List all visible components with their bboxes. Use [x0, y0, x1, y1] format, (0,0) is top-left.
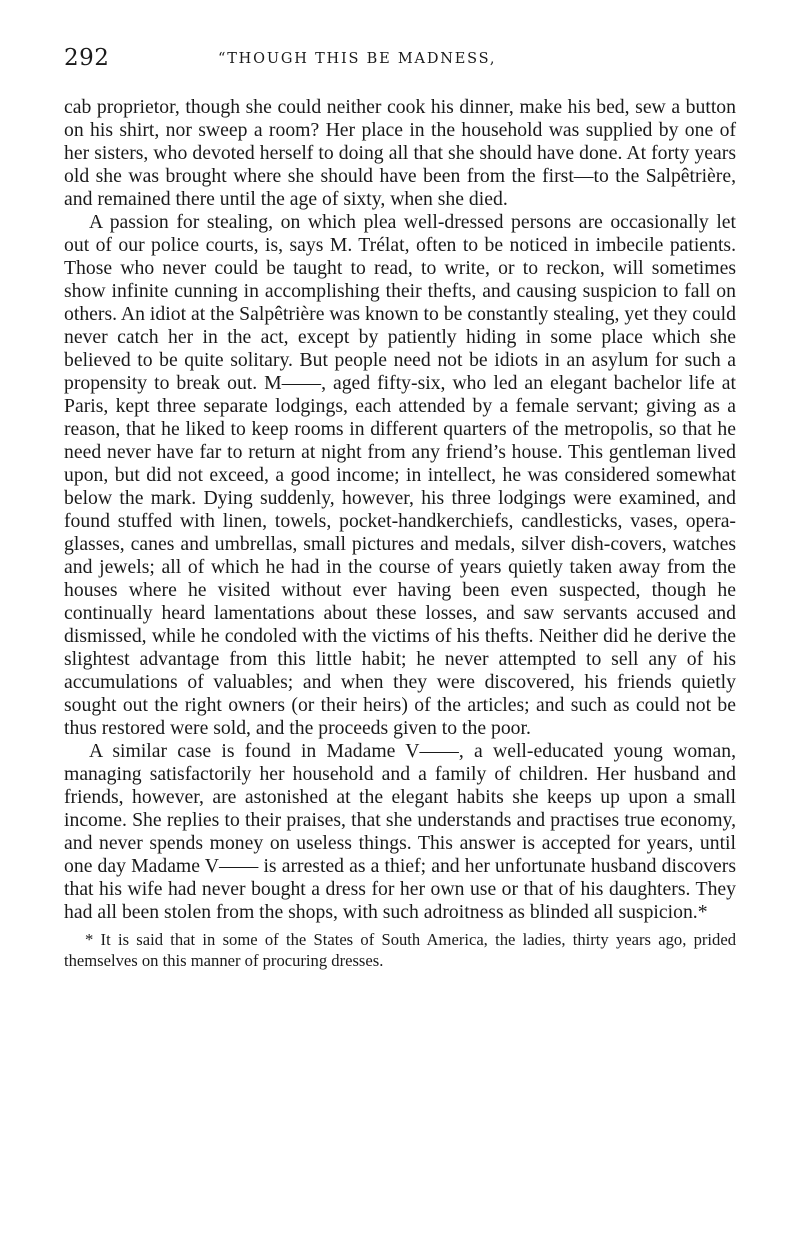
page-header: [64, 42, 736, 82]
book-page: [64, 42, 736, 971]
footnote: * It is said that in some of the States of South America, the ladies, thirty years ago, prided themselves on this manner of procuring dresses.: [64, 930, 736, 970]
page-number: 292: [64, 45, 110, 71]
running-head: “THOUGH THIS BE MADNESS,: [218, 51, 497, 67]
body-text: [64, 96, 736, 924]
paragraph-madame-v: A similar case is found in Madame V——, a well-educated young woman, managing satisfactorily her household and a family of children. Her husband and friends, however, are astonished at the elegant habits she keeps up upon a small income. She replies to their praises, that she understands and practises true economy, and never spends money on useless things. This answer is accepted for years, until one day Madame V—— is arrested as a thief; and her unfortunate husband discovers that his wife had never bought a dress for her own use or that of his daughters. They had all been stolen from the shops, with such adroitness as blinded all suspicion.*: [64, 740, 736, 923]
paragraph-continuation: cab proprietor, though she could neither cook his dinner, make his bed, sew a button on his shirt, nor sweep a room? Her place in the household was supplied by one of her sisters, who devoted herself to doing all that she should have done. At forty years old she was brought where she should have been from the first—to the Salpêtrière, and remained there until the age of sixty, when she died.: [64, 96, 736, 210]
paragraph-stealing-passion: A passion for stealing, on which plea well-dressed persons are occasionally let out of our police courts, is, says M. Trélat, often to be noticed in imbecile patients. Those who never could be taught to read, to write, or to reckon, will sometimes show infinite cunning in accomplishing their thefts, and causing suspicion to fall on others. An idiot at the Salpêtrière was known to be constantly stealing, yet they could never catch her in the act, except by patiently hiding in some place which she believed to be quite solitary. But people need not be idiots in an asylum for such a propensity to break out. M——, aged fifty-six, who led an elegant bachelor life at Paris, kept three separate lodgings, each attended by a female servant; giving as a reason, that he liked to keep rooms in different quarters of the metropolis, so that he need never have far to return at night from any friend’s house. This gentleman lived upon, but did not exceed, a good income; in intellect, he was considered somewhat below the mark. Dying suddenly, however, his three lodgings were examined, and found stuffed with linen, towels, pocket-handkerchiefs, candlesticks, vases, opera-glasses, canes and umbrellas, small pictures and medals, silver dish-covers, watches and jewels; all of which he had in the course of years quietly taken away from the houses where he visited without ever having been even suspected, though he continually heard lamentations about these losses, and saw servants accused and dismissed, while he condoled with the victims of his thefts. Neither did he derive the slightest advantage from this little habit; he never attempted to sell any of his accumulations of valuables; and when they were discovered, his friends quietly sought out the right owners (or their heirs) of the articles; and such as could not be thus restored were sold, and the proceeds given to the poor.: [64, 211, 736, 739]
